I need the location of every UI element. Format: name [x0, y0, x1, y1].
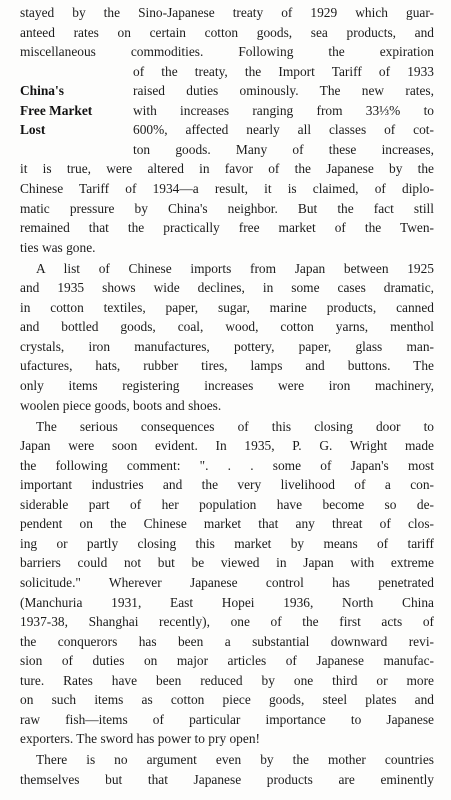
text-line: raw fish—items of particular importance to Japanese [20, 711, 434, 727]
text-line: of the treaty, the Import Tariff of 1933 [133, 63, 434, 79]
text-line: miscellaneous commodities. Following the expiration [20, 44, 434, 60]
text-line: pendent on the Chinese market that any threat of clos- [20, 516, 434, 532]
text-line: remained that the practically free market of the Twen- [20, 220, 434, 236]
text-line: ture. Rates have been reduced by one third or more [20, 672, 434, 688]
text-line: barriers could not but be viewed in Japan with extreme [20, 555, 434, 571]
text-line: with increases ranging from 33⅓% to [133, 102, 434, 118]
text-line: crystals, iron manufactures, pottery, paper, glass man- [20, 338, 434, 354]
text-line: raised duties ominously. The new rates, [133, 83, 434, 99]
text-line: stayed by the Sino-Japanese treaty of 1929 which guar- [20, 5, 434, 20]
text-line: exporters. The sword has power to pry open! [20, 731, 260, 747]
text-line: There is no argument even by the mother countries [36, 752, 434, 768]
text-line: and bottled goods, coal, wood, cotton yarns, menthol [20, 319, 434, 335]
text-line: the following comment: ". . . some of Japan's most [20, 457, 434, 473]
text-line: only items registering increases were iron machinery, [20, 378, 434, 393]
text-line: it is true, were altered in favor of the Japanese by the [20, 161, 434, 177]
text-line: Chinese Tariff of 1934—a result, it is claimed, of diplo- [20, 181, 434, 196]
text-line: and 1935 shows wide declines, in some cases dramatic, [20, 280, 434, 296]
text-line: the conquerors has been a substantial downward revi- [20, 633, 434, 649]
text-line: anteed rates on certain cotton goods, sea products, and [20, 24, 434, 40]
text-line: matic pressure by China's neighbor. But the fact still [20, 200, 434, 216]
text-line: themselves but that Japanese products are eminently [20, 771, 434, 787]
text-line: solicitude." Wherever Japanese control has penetrated [20, 575, 434, 590]
text-line: ing or partly closing this market by means of tariff [20, 535, 434, 551]
text-line: The serious consequences of this closing door to [36, 418, 434, 434]
text-line: ufactures, hats, rubber tires, lamps and buttons. The [20, 358, 434, 374]
side-heading-line-3: Lost [20, 122, 46, 138]
text-line: woolen piece goods, boots and shoes. [20, 397, 222, 413]
side-heading-line-1: China's [20, 83, 64, 99]
text-line: in cotton textiles, paper, sugar, marine products, canned [20, 299, 434, 315]
text-line: on such items as cotton piece goods, steel plates and [20, 692, 434, 708]
text-line: 600%, affected nearly all classes of cot- [133, 122, 434, 138]
text-line: ties was gone. [20, 239, 96, 255]
text-line: ton goods. Many of these increases, [133, 141, 434, 157]
side-heading-line-2: Free Market [20, 102, 93, 118]
text-line: sion of duties on major articles of Japanese manufac- [20, 653, 434, 669]
text-line: important industries and the very livelihood of a con- [20, 477, 434, 493]
text-line: A list of Chinese imports from Japan between 1925 [36, 260, 434, 276]
text-line: Japan were soon evident. In 1935, P. G. Wright made [20, 438, 434, 454]
text-line: 1937-38, Shanghai recently), one of the first acts of [20, 614, 434, 629]
text-line: (Manchuria 1931, East Hopei 1936, North China [20, 594, 434, 610]
text-line: siderable part of her population have become so de- [20, 496, 434, 512]
